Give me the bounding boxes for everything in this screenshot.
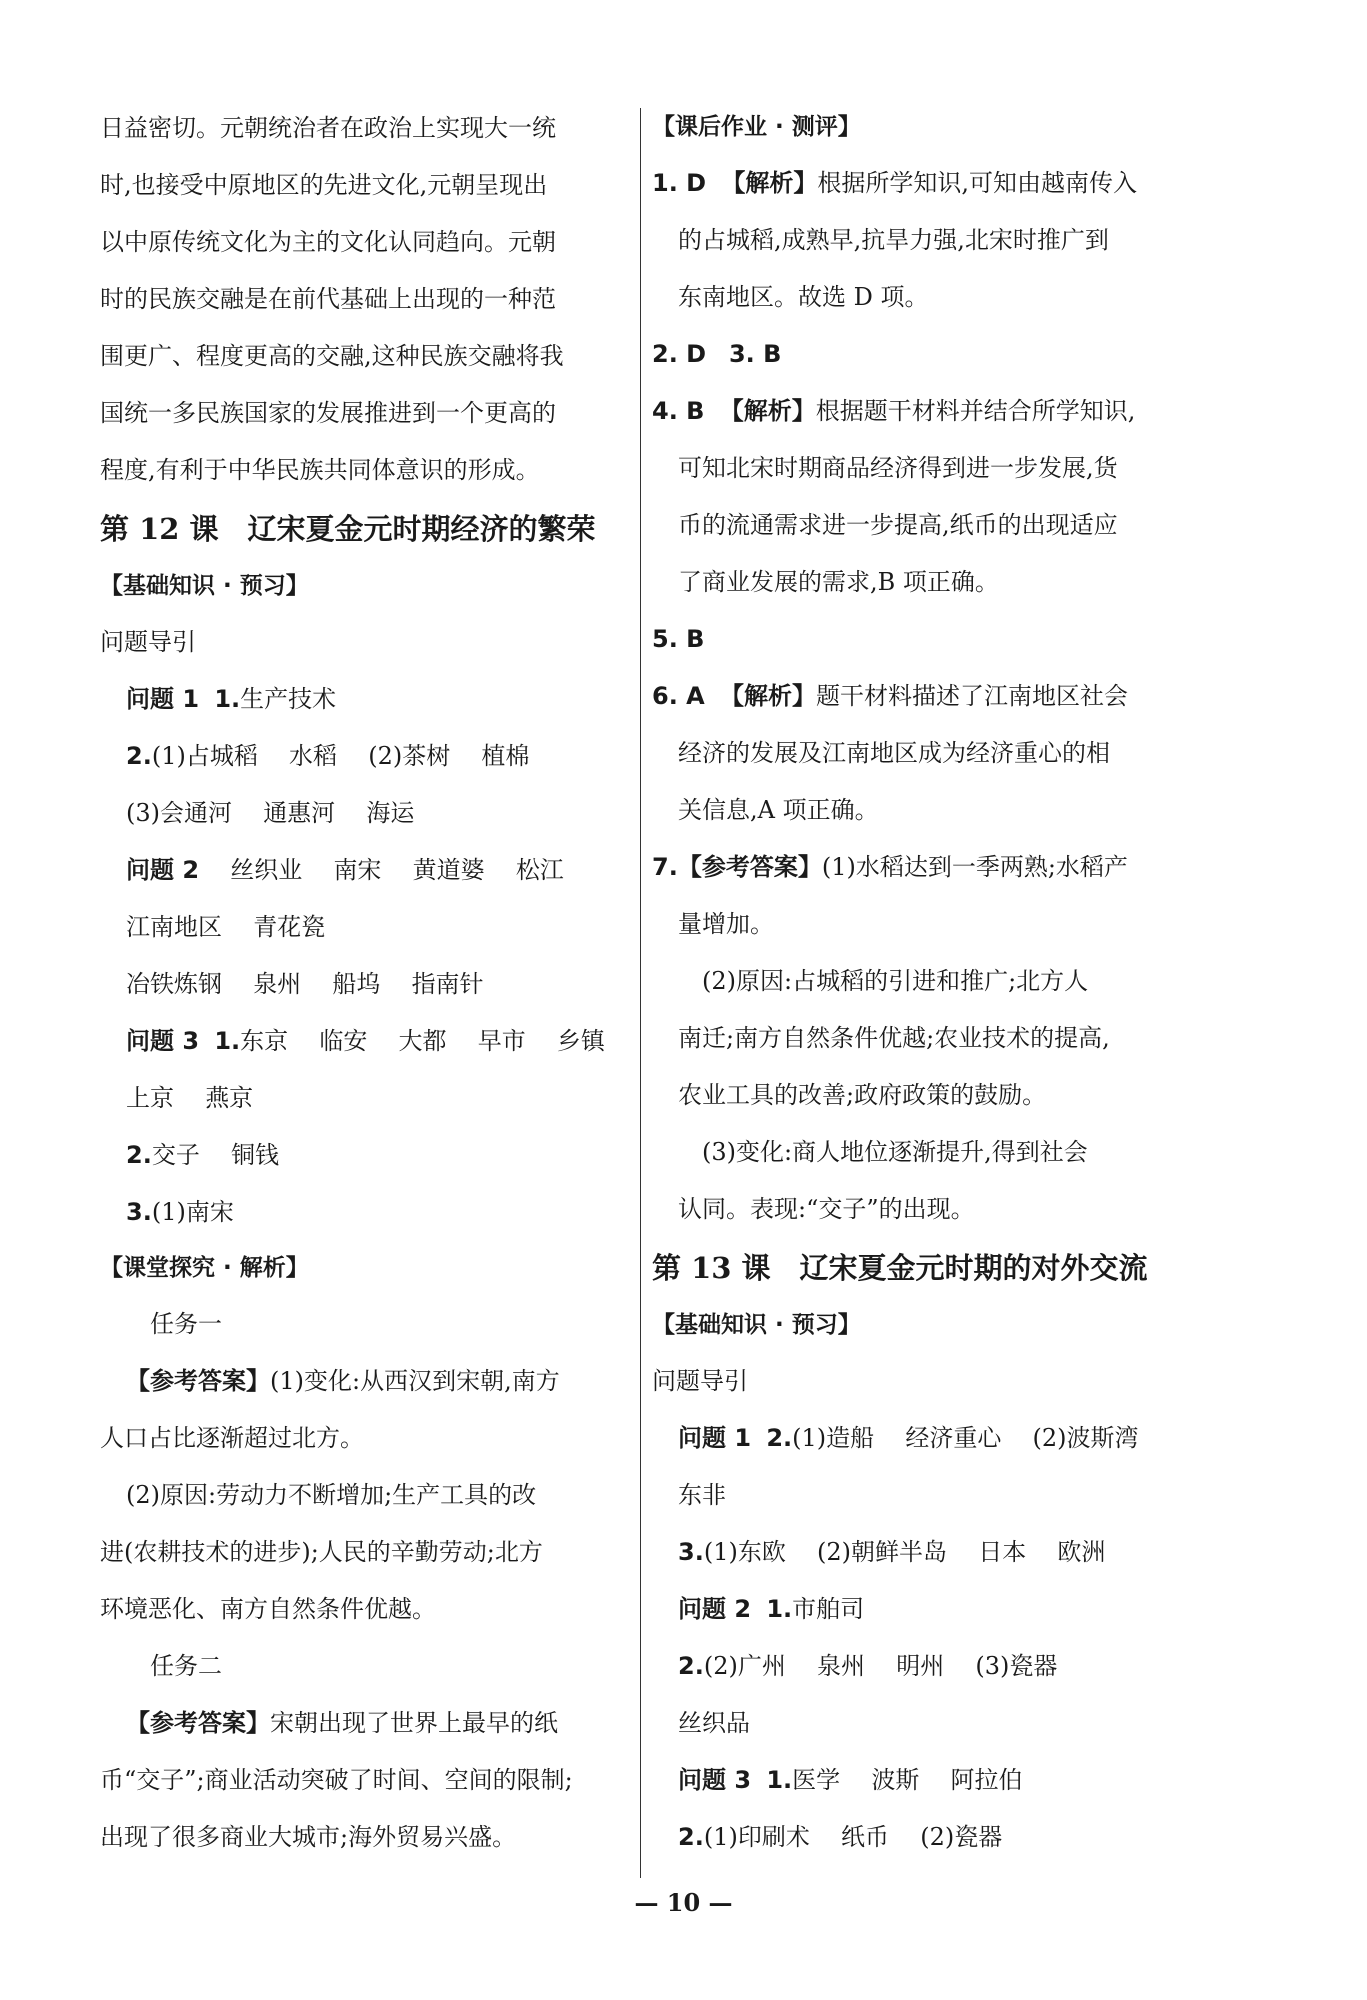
answer: 生产技术 [240,685,337,713]
answer: (2)波斯湾 [1032,1424,1139,1452]
analysis-text: 根据所学知识,可知由越南传入 [817,169,1137,197]
answer: (1)南宋 [151,1198,234,1226]
answer: 大都 [398,1027,447,1055]
text-line: 的占城稻,成熟早,抗旱力强,北宋时推广到 [678,226,1109,254]
item-number: 2. [126,1141,152,1169]
answer: (3)瓷器 [975,1652,1058,1680]
answer-number: 6. A [652,682,705,710]
answer: 欧洲 [1057,1538,1106,1566]
text-line: 经济的发展及江南地区成为经济重心的相 [678,739,1110,767]
item-number: 2. [766,1424,793,1452]
answer: (1)造船 [792,1424,875,1452]
answer: 市舶司 [792,1595,865,1623]
task-2-label: 任务二 [150,1652,222,1680]
task-1-answer-line [100,1353,628,1410]
answer-line [100,1070,628,1127]
answer: 冶铁炼钢 [126,970,222,998]
text-line: 围更广、程度更高的交融,这种民族交融将我 [100,342,564,370]
answer-text: (1)水稻达到一季两熟;水稻产 [821,853,1128,881]
answer: 指南针 [411,970,484,998]
answer: 医学 [792,1766,841,1794]
lesson-12-title: 第 12 课 辽宋夏金元时期经济的繁荣 [100,512,596,546]
answer: (2)茶树 [368,742,451,770]
question-2-line [100,842,628,899]
item-number: 3. [678,1538,704,1566]
text-line: 了商业发展的需求,B 项正确。 [678,568,999,596]
answer: 通惠河 [263,799,336,827]
answer: 早市 [477,1027,526,1055]
answer-line [652,1467,1187,1524]
answer: 日本 [978,1538,1027,1566]
analysis-text: 题干材料描述了江南地区社会 [816,682,1129,710]
answer: 纸币 [841,1823,890,1851]
answer: 青花瓷 [253,913,326,941]
answer-line [100,899,628,956]
analysis-label: 【解析】 [719,397,816,425]
text-line: 进(农耕技术的进步);人民的辛勤劳动;北方 [100,1538,543,1566]
answer-text: 宋朝出现了世界上最早的纸 [270,1709,558,1737]
answer: 海运 [366,799,415,827]
task-2-answer-line [100,1695,628,1752]
answer-line [652,1695,1187,1752]
answer-line [100,1127,628,1184]
answer: 江南地区 [126,913,222,941]
text-line: 时,也接受中原地区的先进文化,元朝呈现出 [100,171,548,199]
question-guide-label: 问题导引 [652,1367,748,1395]
answer: 波斯 [871,1766,920,1794]
question-label: 问题 3 [126,1027,200,1055]
item-number: 1. [214,1027,241,1055]
text-line: 南迁;南方自然条件优越;农业技术的提高, [678,1024,1110,1052]
column-divider [640,108,641,1878]
text-line: 程度,有利于中华民族共同体意识的形成。 [100,456,540,484]
answer-1-line [652,155,1187,212]
answer: 植棉 [481,742,530,770]
answer: 燕京 [205,1084,254,1112]
answer: 交子 [151,1141,200,1169]
answer-line [100,1184,628,1241]
answer-line [100,728,628,785]
item-number: 1. [766,1595,793,1623]
answer-number: 2. D [652,340,707,368]
answer: (2)朝鲜半岛 [817,1538,948,1566]
answer: (2)广州 [703,1652,786,1680]
answer: 乡镇 [556,1027,605,1055]
text-line: (2)原因:占城稻的引进和推广;北方人 [702,967,1089,995]
basic-knowledge-heading: 【基础知识 · 预习】 [100,573,309,599]
answer: (1)占城稻 [151,742,258,770]
answer-line [652,1809,1187,1866]
answer: 东京 [240,1027,289,1055]
text-line: 量增加。 [678,910,774,938]
answer-4-line [652,383,1187,440]
answer-line [652,1524,1187,1581]
item-number: 2. [678,1823,704,1851]
text-line: 日益密切。元朝统治者在政治上实现大一统 [100,114,556,142]
analysis-label: 【解析】 [720,682,817,710]
answer: (1)东欧 [703,1538,786,1566]
lesson-13-title: 第 13 课 辽宋夏金元时期的对外交流 [652,1251,1148,1285]
answers-2-3-line [652,326,1187,383]
text-line: 人口占比逐渐超过北方。 [100,1424,364,1452]
answer: 船坞 [332,970,381,998]
answer: (2)瓷器 [920,1823,1003,1851]
answer: 泉州 [253,970,302,998]
class-explore-heading: 【课堂探究 · 解析】 [100,1255,309,1281]
reference-answer-label: 【参考答案】 [677,853,822,881]
answer: 经济重心 [905,1424,1002,1452]
text-line: 环境恶化、南方自然条件优越。 [100,1595,436,1623]
answer-number: 7. [652,853,678,881]
answer-number: 1. D [652,169,707,197]
text-line: 时的民族交融是在前代基础上出现的一种范 [100,285,556,313]
reference-answer-label: 【参考答案】 [126,1709,270,1737]
question-2-line [652,1581,1187,1638]
answer: (1)印刷术 [703,1823,810,1851]
page-number: — 10 — [634,1888,733,1917]
text-line: 以中原传统文化为主的文化认同趋向。元朝 [100,228,556,256]
item-number: 2. [678,1652,704,1680]
text-line: 币“交子”;商业活动突破了时间、空间的限制; [100,1766,573,1794]
answer-5-line [652,611,1187,668]
answer-number: 4. B [652,397,705,425]
item-number: 2. [126,742,152,770]
question-3-line [100,1013,628,1070]
answer-number: 3. B [728,340,782,368]
answer: 明州 [896,1652,945,1680]
question-1-line [652,1410,1187,1467]
question-label: 问题 2 [126,856,200,884]
answer: 泉州 [817,1652,866,1680]
answer: 丝织业 [230,856,303,884]
text-line: 币的流通需求进一步提高,纸币的出现适应 [678,511,1118,539]
analysis-text: 根据题干材料并结合所学知识, [815,397,1136,425]
reference-answer-label: 【参考答案】 [126,1367,270,1395]
answer: 临安 [319,1027,368,1055]
answer: 阿拉伯 [950,1766,1023,1794]
item-number: 1. [766,1766,793,1794]
basic-knowledge-heading: 【基础知识 · 预习】 [652,1312,861,1338]
analysis-label: 【解析】 [721,169,818,197]
text-line: 可知北宋时期商品经济得到进一步发展,货 [678,454,1118,482]
answer: 丝织品 [678,1709,750,1737]
text-line: 出现了很多商业大城市;海外贸易兴盛。 [100,1823,517,1851]
question-3-line [652,1752,1187,1809]
answer: 水稻 [289,742,338,770]
question-label: 问题 1 [678,1424,752,1452]
question-1-line [100,671,628,728]
answer: 东非 [678,1481,726,1509]
task-1-label: 任务一 [150,1310,222,1338]
text-line: 农业工具的改善;政府政策的鼓励。 [678,1081,1047,1109]
answer-line [100,785,628,842]
answer-line [100,956,628,1013]
answer: (3)会通河 [126,799,232,827]
left-column [100,100,628,1866]
answer: 铜钱 [231,1141,280,1169]
homework-heading: 【课后作业 · 测评】 [652,114,861,140]
item-number: 1. [214,685,241,713]
right-column [652,100,1187,1866]
text-line: 东南地区。故选 D 项。 [678,283,929,311]
question-label: 问题 1 [126,685,200,713]
question-guide-label: 问题导引 [100,628,196,656]
answer-text: (1)变化:从西汉到宋朝,南方 [270,1367,560,1395]
answer-line [652,1638,1187,1695]
text-line: (3)变化:商人地位逐渐提升,得到社会 [702,1138,1088,1166]
question-label: 问题 2 [678,1595,752,1623]
answer: 松江 [515,856,564,884]
answer-number: 5. B [652,625,705,653]
answer-6-line [652,668,1187,725]
answer: 南宋 [333,856,382,884]
item-number: 3. [126,1198,152,1226]
answer: 黄道婆 [412,856,485,884]
text-line: 认同。表现:“交子”的出现。 [678,1195,975,1223]
answer-7-line [652,839,1187,896]
answer: 上京 [126,1084,174,1112]
text-line: 国统一多民族国家的发展推进到一个更高的 [100,399,556,427]
text-line: 关信息,A 项正确。 [678,796,879,824]
text-line: (2)原因:劳动力不断增加;生产工具的改 [126,1481,537,1509]
question-label: 问题 3 [678,1766,752,1794]
